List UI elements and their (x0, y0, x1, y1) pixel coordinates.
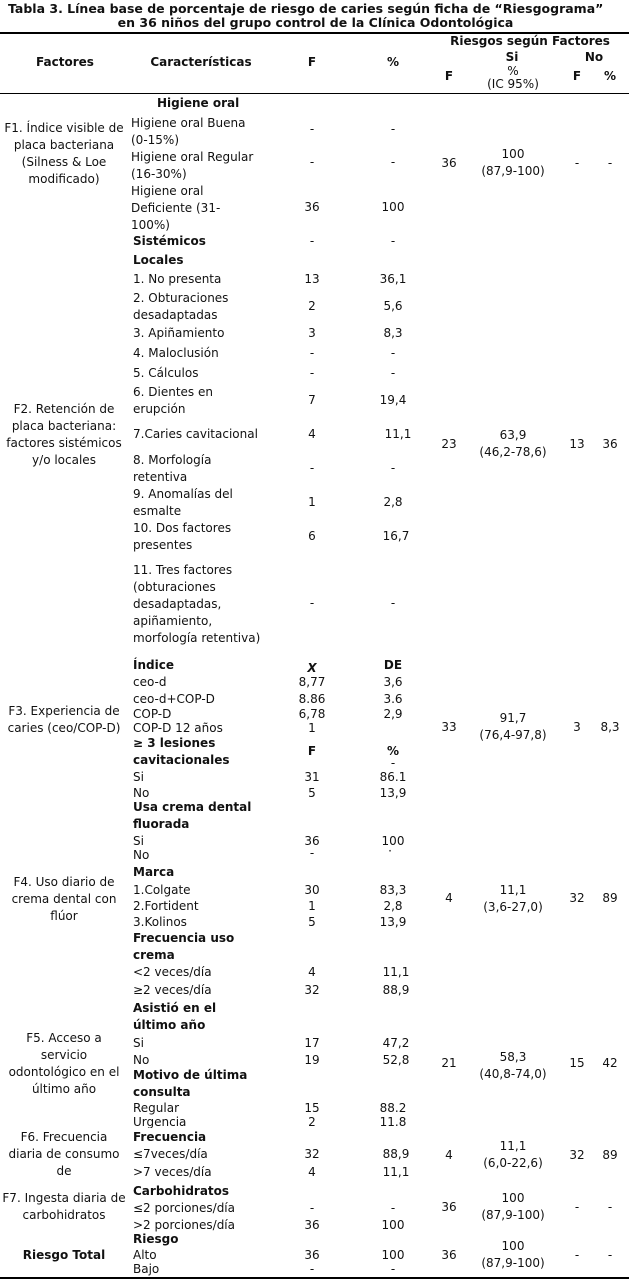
val-le2p-f: - (309, 1201, 315, 1215)
risk-f7-np: - (607, 1200, 613, 1214)
val-regular-f: - (309, 155, 315, 169)
header-ic: (IC 95%) (487, 77, 539, 91)
risk-f7-ic: (87,9-100) (481, 1208, 545, 1222)
val-sis-f: - (309, 234, 315, 248)
row-deficiente: Higiene oral Deficiente (31- 100%) (131, 184, 221, 232)
header-no-pct: % (603, 69, 617, 83)
risk-f7-f: 36 (441, 1200, 457, 1214)
row-cop12: COP-D 12 años (133, 722, 223, 734)
header-factores: Factores (36, 55, 94, 69)
row-frecuencia: Frecuencia (133, 1130, 207, 1144)
risk-f4-f: 4 (445, 891, 453, 905)
val-as-si-p: 47,2 (382, 1036, 410, 1050)
bottom-rule (0, 1277, 629, 1279)
val-l5-f: - (309, 366, 315, 380)
risk-f2-f: 23 (441, 437, 457, 451)
val-menos2-p: 11,1 (382, 965, 410, 979)
row-les-si: Si (133, 770, 144, 784)
risk-f5-np: 42 (602, 1056, 618, 1070)
risk-f2-nf: 13 (569, 437, 585, 451)
val-cop12-de: - (390, 756, 396, 770)
val-alto-p: 100 (381, 1248, 405, 1262)
val-l2-p: 5,6 (383, 299, 403, 313)
row-buena: Higiene oral Buena (0-15%) (131, 116, 246, 147)
val-bajo-p: - (390, 1262, 396, 1276)
val-gt7-f: 4 (308, 1165, 316, 1179)
row-as-si: Si (133, 1036, 144, 1050)
val-colgate-p: 83,3 (379, 883, 407, 897)
risk-f5-nf: 15 (569, 1056, 585, 1070)
risk-f1-f: 36 (441, 156, 457, 170)
val-l1-p: 36,1 (379, 272, 407, 286)
row-asistio: Asistió en el último año (133, 1001, 217, 1032)
val-le2p-p: - (390, 1201, 396, 1215)
risk-f2-np: 36 (602, 437, 618, 451)
risk-f3-f: 33 (441, 720, 457, 734)
row-sistemicos: Sistémicos (133, 234, 206, 248)
row-alto: Alto (133, 1248, 157, 1262)
val-alto-f: 36 (304, 1248, 320, 1262)
val-l8-p: - (390, 461, 396, 475)
row-gt7: >7 veces/día (133, 1165, 212, 1179)
val-def-p: 100 (381, 200, 405, 214)
val-le7-p: 88,9 (382, 1147, 410, 1161)
risk-f1-np: - (607, 156, 613, 170)
risk-total-ic: (87,9-100) (481, 1256, 545, 1270)
val-le7-f: 32 (304, 1147, 320, 1161)
factor-f7: F7. Ingesta diaria de carbohidratos (2, 1191, 126, 1222)
risk-f1-nf: - (574, 156, 580, 170)
val-l4-f: - (309, 346, 315, 360)
val-l9-p: 2,8 (383, 495, 403, 509)
risk-total-f: 36 (441, 1248, 457, 1262)
val-buena-f: - (309, 122, 315, 136)
risk-f2-ic: (46,2-78,6) (479, 445, 547, 459)
header-de: DE (383, 658, 403, 672)
val-l7-f: 4 (308, 427, 316, 441)
table-caption (8, 2, 623, 30)
row-gt2p: >2 porciones/día (133, 1218, 235, 1232)
row-kolinos: 3.Kolinos (133, 915, 187, 929)
header-caracteristicas: Características (150, 55, 252, 69)
val-l6-p: 19,4 (379, 393, 407, 407)
val-mas2-p: 88,9 (382, 983, 410, 997)
val-ceodcop-de: 3.6 (383, 692, 403, 706)
risk-f5-pct: 58,3 (499, 1050, 527, 1064)
val-l2-f: 2 (308, 299, 316, 313)
val-l6-f: 7 (308, 393, 316, 407)
row-colgate: 1.Colgate (133, 883, 191, 897)
row-l4: 4. Maloclusión (133, 346, 219, 360)
risk-f6-np: 89 (602, 1148, 618, 1162)
row-l6: 6. Dientes en erupción (133, 385, 213, 416)
val-copd-de: 2,9 (383, 707, 403, 721)
row-carbo: Carbohidratos (133, 1184, 230, 1198)
factor-f5: F5. Acceso a servicio odontológico en el último año (8, 1031, 120, 1096)
risk-f6-ic: (6,0-22,6) (483, 1156, 543, 1170)
risk-f6-pct: 11,1 (499, 1139, 527, 1153)
val-crema-no-p: · (388, 844, 392, 858)
val-les-no-f: 5 (308, 786, 316, 800)
val-l4-p: - (390, 346, 396, 360)
val-regular-p: - (390, 155, 396, 169)
val-ceod-de: 3,6 (383, 675, 403, 689)
val-as-si-f: 17 (304, 1036, 320, 1050)
row-l3: 3. Apiñamiento (133, 326, 225, 340)
risk-f3-ic: (76,4-97,8) (479, 728, 547, 742)
row-l8: 8. Morfología retentiva (133, 453, 212, 484)
row-le7: ≤7veces/día (133, 1147, 208, 1161)
risk-f4-nf: 32 (569, 891, 585, 905)
row-l7: 7.Caries cavitacional (133, 427, 258, 441)
risk-f3-np: 8,3 (600, 720, 620, 734)
val-def-f: 36 (304, 200, 320, 214)
row-as-no: No (133, 1053, 150, 1067)
row-l2: 2. Obturaciones desadaptadas (133, 291, 229, 322)
val-l5-p: - (390, 366, 396, 380)
val-l7-p: 11,1 (384, 427, 412, 441)
factor-f1: F1. Índice visible de placa bacteriana (Silness & Loe modificado) (4, 121, 124, 186)
row-crema: Usa crema dental fluorada (133, 800, 252, 831)
val-buena-p: - (390, 122, 396, 136)
risk-total-nf: - (574, 1248, 580, 1262)
header-no: No (584, 50, 604, 64)
row-regular: Higiene oral Regular (16-30%) (131, 150, 254, 181)
row-lesiones: ≥ 3 lesiones cavitacionales (133, 736, 230, 767)
val-crema-no-f: - (309, 846, 315, 860)
row-mas2: ≥2 veces/día (133, 983, 212, 997)
val-cop12-x: 1 (308, 722, 316, 734)
risk-f7-nf: - (574, 1200, 580, 1214)
factor-f3: F3. Experiencia de caries (ceo/COP-D) (7, 704, 121, 735)
factor-f6: F6. Frecuencia diaria de consumo de (8, 1130, 120, 1178)
header-riesgos: Riesgos según Factores (450, 34, 610, 48)
row-ceod: ceo-d (133, 675, 167, 689)
val-copd-x: 6,78 (298, 707, 326, 721)
row-frecuso: Frecuencia uso crema (133, 931, 235, 962)
risk-f4-ic: (3,6-27,0) (483, 900, 543, 914)
header-mean: X (307, 661, 317, 675)
val-kolinos-f: 5 (308, 915, 316, 929)
risk-f1-pct: 100 (501, 147, 525, 161)
row-l10: 10. Dos factores presentes (133, 521, 232, 552)
row-l1: 1. No presenta (133, 272, 222, 286)
header-les-f: F (307, 744, 317, 758)
header-risk-pct: % (507, 64, 519, 78)
val-gt2p-f: 36 (304, 1218, 320, 1232)
val-sis-p: - (390, 234, 396, 248)
val-menos2-f: 4 (308, 965, 316, 979)
header-rule (0, 93, 629, 94)
row-motivo: Motivo de última consulta (133, 1068, 248, 1099)
header-si: Si (505, 50, 519, 64)
risk-f4-pct: 11,1 (499, 883, 527, 897)
val-les-si-p: 86.1 (379, 770, 407, 784)
risk-f5-f: 21 (441, 1056, 457, 1070)
factor-total: Riesgo Total (22, 1248, 106, 1262)
val-les-si-f: 31 (304, 770, 320, 784)
val-l3-f: 3 (308, 326, 316, 340)
risk-f1-ic: (87,9-100) (481, 164, 545, 178)
val-l1-f: 13 (304, 272, 320, 286)
risk-total-pct: 100 (501, 1239, 525, 1253)
val-gt7-p: 11,1 (382, 1165, 410, 1179)
val-colgate-f: 30 (304, 883, 320, 897)
val-fortident-f: 1 (308, 899, 316, 913)
risk-f6-f: 4 (445, 1148, 453, 1162)
header-pct: % (386, 55, 400, 69)
row-copd: COP-D (133, 707, 172, 721)
row-higiene: Higiene oral (157, 96, 240, 110)
header-no-f: F (572, 69, 582, 83)
risk-f3-pct: 91,7 (499, 711, 527, 725)
val-l9-f: 1 (308, 495, 316, 509)
val-l10-f: 6 (308, 529, 316, 543)
risk-f3-nf: 3 (573, 720, 581, 734)
val-ceod-x: 8,77 (298, 675, 326, 689)
row-les-no: No (133, 786, 150, 800)
risk-f7-pct: 100 (501, 1191, 525, 1205)
val-reg-f: 15 (304, 1101, 320, 1115)
val-crema-si-p: 100 (381, 834, 405, 848)
risk-total-np: - (607, 1248, 613, 1262)
row-crema-no: No (133, 848, 150, 862)
caption-line-2: en 36 niños del grupo control de la Clínica Odontológica (117, 15, 514, 30)
row-bajo: Bajo (133, 1262, 160, 1276)
val-l10-p: 16,7 (382, 529, 410, 543)
risk-f2-pct: 63,9 (499, 428, 527, 442)
val-reg-p: 88.2 (379, 1101, 407, 1115)
row-menos2: <2 veces/día (133, 965, 212, 979)
val-crema-si-f: 36 (304, 834, 320, 848)
row-riesgo: Riesgo (133, 1232, 179, 1246)
val-l8-f: - (309, 461, 315, 475)
val-as-no-p: 52,8 (382, 1053, 410, 1067)
header-f: F (307, 55, 317, 69)
val-as-no-f: 19 (304, 1053, 320, 1067)
risk-f5-ic: (40,8-74,0) (479, 1067, 547, 1081)
row-fortident: 2.Fortident (133, 899, 199, 913)
val-bajo-f: - (309, 1262, 315, 1276)
val-l11-f: - (309, 596, 315, 610)
row-indice: Índice (133, 658, 174, 672)
row-urgencia: Urgencia (133, 1116, 187, 1128)
caption-line-1: Tabla 3. Línea base de porcentaje de riesgo de caries según ficha de “Riesgograma” (8, 1, 604, 16)
row-l11: 11. Tres factores (obturaciones desadaptadas, apiñamiento, morfología retentiva) (133, 563, 261, 645)
row-l9: 9. Anomalías del esmalte (133, 487, 233, 518)
val-l11-p: - (390, 596, 396, 610)
row-locales: Locales (133, 253, 184, 267)
risk-f4-np: 89 (602, 891, 618, 905)
val-mas2-f: 32 (304, 983, 320, 997)
val-gt2p-p: 100 (381, 1218, 405, 1232)
header-les-pct: % (386, 744, 400, 758)
row-l5: 5. Cálculos (133, 366, 199, 380)
row-crema-si: Si (133, 834, 144, 848)
row-ceodcop: ceo-d+COP-D (133, 692, 215, 706)
factor-f2: F2. Retención de placa bacteriana: factores sistémicos y/o locales (6, 402, 122, 467)
val-ceodcop-x: 8.86 (298, 692, 326, 706)
factor-f4: F4. Uso diario de crema dental con flúor (11, 875, 117, 923)
row-le2p: ≤2 porciones/día (133, 1201, 235, 1215)
val-urg-f: 2 (308, 1116, 316, 1128)
val-fortident-p: 2,8 (383, 899, 403, 913)
header-risk-f: F (444, 69, 454, 83)
row-regular-consulta: Regular (133, 1101, 180, 1115)
row-marca: Marca (133, 865, 175, 879)
val-kolinos-p: 13,9 (379, 915, 407, 929)
val-l3-p: 8,3 (383, 326, 403, 340)
val-urg-p: 11.8 (379, 1116, 407, 1128)
risk-f6-nf: 32 (569, 1148, 585, 1162)
val-les-no-p: 13,9 (379, 786, 407, 800)
